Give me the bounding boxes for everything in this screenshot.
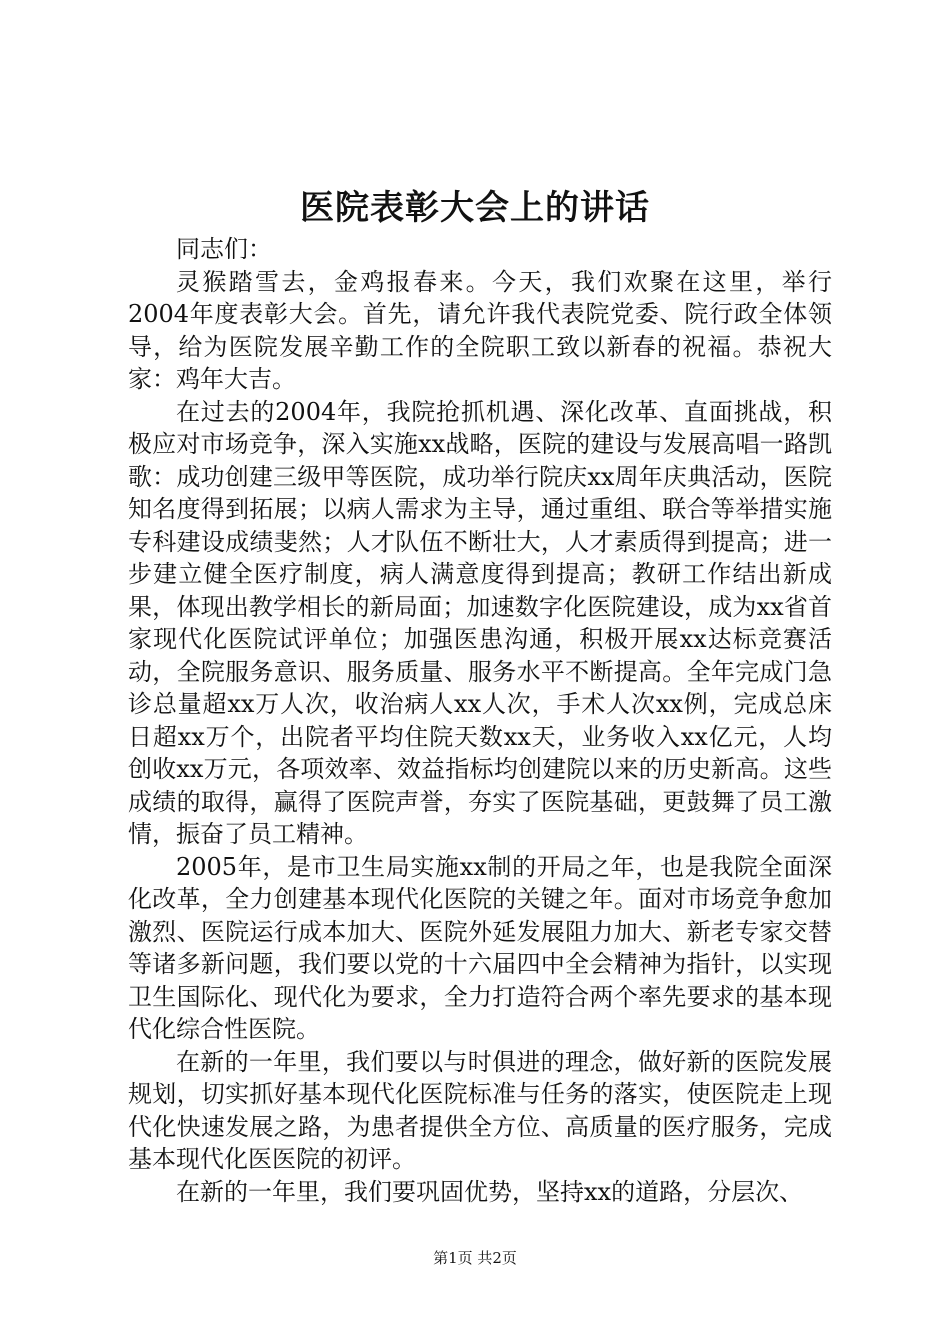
greeting: 同志们：: [176, 235, 272, 263]
paragraph-4: 在新的一年里，我们要以与时俱进的理念，做好新的医院发展规划，切实抓好基本现代化医院标准与任务的落实，使医院走上现代化快速发展之路，为患者提供全方位、高质量的医疗服务，完成基本现代化医医院的初评。: [128, 1047, 832, 1173]
paragraph-2: 在过去的2004年，我院抢抓机遇、深化改革、直面挑战，积极应对市场竞争，深入实施xx战略，医院的建设与发展高唱一路凯歌：成功创建三级甲等医院，成功举行院庆xx周年庆典活动，医院知名度得到拓展；以病人需求为主导，通过重组、联合等举措实施专科建设成绩斐然；人才队伍不断壮大，人才素质得到提高；进一步建立健全医疗制度，病人满意度得到提高；教研工作结出新成果，体现出教学相长的新局面；加速数字化医院建设，成为xx省首家现代化医院试评单位；加强医患沟通，积极开展xx达标竞赛活动，全院服务意识、服务质量、服务水平不断提高。全年完成门急诊总量超xx万人次，收治病人xx人次，手术人次xx例，完成总床日超xx万个，出院者平均住院天数xx天，业务收入xx亿元，人均创收xx万元，各项效率、效益指标均创建院以来的历史新高。这些成绩的取得，赢得了医院声誉，夯实了医院基础，更鼓舞了员工激情，振奋了员工精神。: [128, 397, 832, 848]
paragraph-5: 在新的一年里，我们要巩固优势，坚持xx的道路，分层次、: [176, 1177, 804, 1206]
paragraph-3: 2005年，是市卫生局实施xx制的开局之年，也是我院全面深化改革，全力创建基本现代化医院的关键之年。面对市场竞争愈加激烈、医院运行成本加大、医院外延发展阻力加大、新老专家交替等诸多新问题，我们要以党的十六届四中全会精神为指针，以实现卫生国际化、现代化为要求，全力打造符合两个率先要求的基本现代化综合性医院。: [128, 852, 832, 1043]
paragraph-1: 灵猴踏雪去，金鸡报春来。今天，我们欢聚在这里，举行2004年度表彰大会。首先，请允许我代表院党委、院行政全体领导，给为医院发展辛勤工作的全院职工致以新春的祝福。恭祝大家：鸡年大吉。: [128, 267, 832, 393]
document-body: [128, 233, 832, 1208]
page-title: 医院表彰大会上的讲话: [300, 188, 650, 228]
page-footer: 第1页 共2页: [433, 1249, 517, 1267]
